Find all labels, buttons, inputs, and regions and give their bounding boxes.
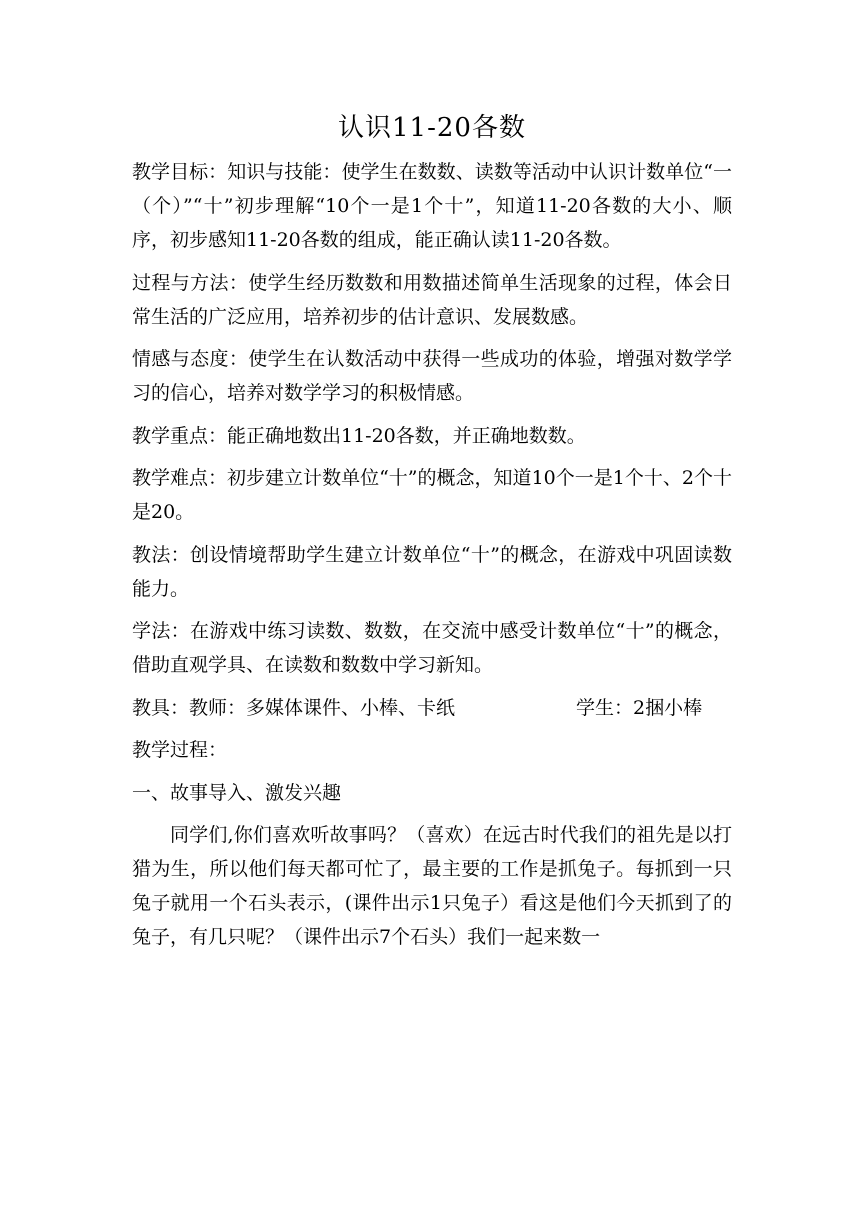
paragraph-emotion-attitude: 情感与态度：使学生在认数活动中获得一些成功的体验，增强对数学学习的信心，培养对数学学习的积极情感。 (132, 348, 732, 404)
paragraph-teaching-tools (132, 691, 732, 725)
document-title: 认识11-20各数 (338, 113, 526, 143)
section1-heading: 一、故事导入、激发兴趣 (132, 781, 342, 804)
paragraph-process-methods: 过程与方法：使学生经历数数和用数描述简单生活现象的过程，体会日常生活的广泛应用，培养初步的估计意识、发展数感。 (132, 271, 732, 328)
paragraph-difficulties: 教学难点：初步建立计数单位“十”的概念，知道10个一是1个十、2个十是20。 (132, 467, 732, 523)
process-heading: 教学过程： (132, 739, 228, 761)
document-body (132, 155, 732, 963)
paragraph-key-points: 教学重点：能正确地数出11-20各数，并正确地数数。 (132, 424, 586, 447)
paragraph-learning-method: 学法：在游戏中练习读数、数数，在交流中感受计数单位“十”的概念，借助直观学具、在读数和数数中学习新知。 (132, 620, 732, 676)
document-page (132, 0, 732, 1216)
paragraph-teaching-goals: 教学目标：知识与技能：使学生在数数、读数等活动中认识计数单位“一（个）”“十”初步理解“10个一是1个十”，知道11-20各数的大小、顺序，初步感知11-20各数的组成，能正确认读11-20各数。 (132, 161, 732, 251)
paragraph-teaching-method: 教法：创设情境帮助学生建立计数单位“十”的概念，在游戏中巩固读数能力。 (132, 543, 732, 600)
teacher-tools: 教具：教师：多媒体课件、小棒、卡纸 (132, 696, 456, 719)
section1-text: 同学们,你们喜欢听故事吗？（喜欢）在远古时代我们的祖先是以打猎为生，所以他们每天都可忙了，最主要的工作是抓兔子。每抓到一只兔子就用一个石头表示，(课件出示1只兔子）看这是他们今天抓到了的兔子，有几只呢？（课件出示7个石头）我们一起来数一 (132, 824, 732, 948)
student-tools: 学生：2捆小棒 (576, 696, 703, 719)
